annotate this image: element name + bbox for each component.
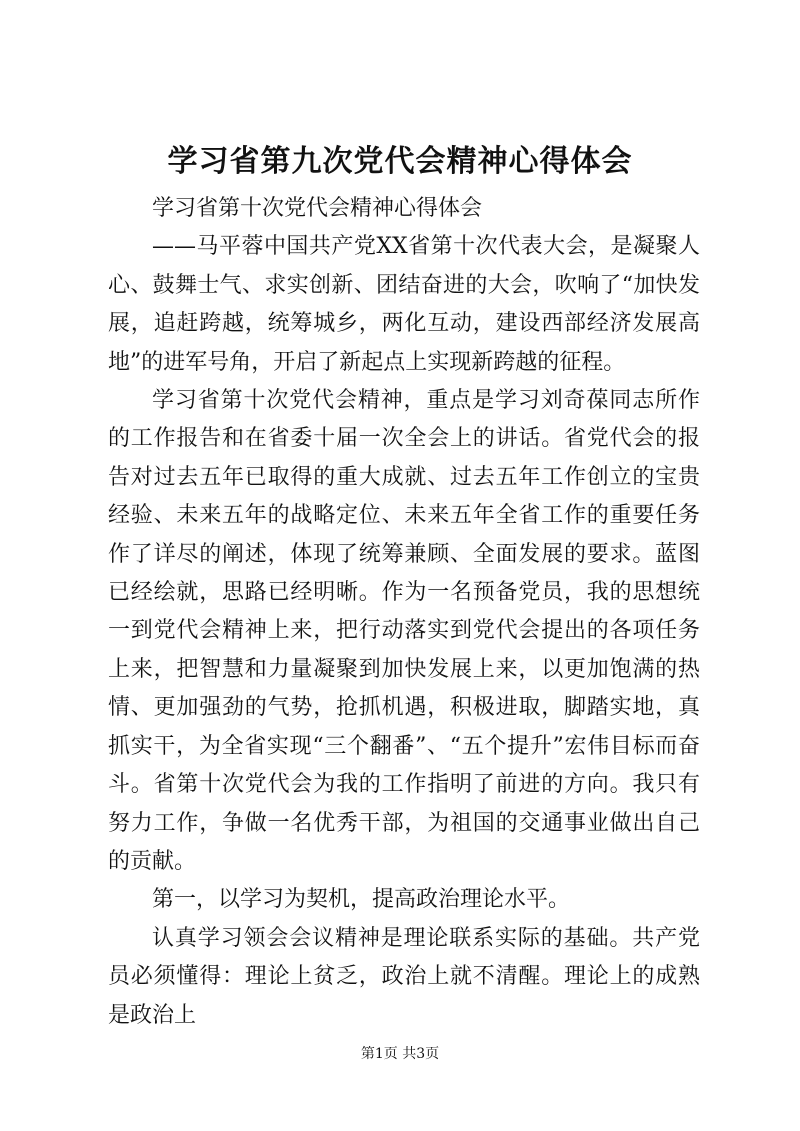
paragraph-main: 学习省第十次党代会精神，重点是学习刘奇葆同志所作的工作报告和在省委十届一次全会上的讲话。省党代会的报告对过去五年已取得的重大成就、过去五年工作创立的宝贵经验、未来五年的战略定位、未来五年全省工作的重要任务作了详尽的阐述，体现了统筹兼顾、全面发展的要求。蓝图已经绘就，思路已经明晰。作为一名预备党员，我的思想统一到党代会精神上来，把行动落实到党代会提出的各项任务上来，把智慧和力量凝聚到加快发展上来，以更加饱满的热情、更加强劲的气势，抢抓机遇，积极进取，脚踏实地，真抓实干，为全省实现“三个翻番”、“五个提升”宏伟目标而奋斗。省第十次党代会为我的工作指明了前进的方向。我只有努力工作，争做一名优秀干部，为祖国的交通事业做出自己的贡献。	[108, 388, 700, 874]
paragraph-point-one: 第一，以学习为契机，提高政治理论水平。	[152, 887, 571, 913]
document-title: 学习省第九次党代会精神心得体会	[167, 144, 633, 179]
paragraph-study: 认真学习领会会议精神是理论联系实际的基础。共产党员必须懂得：理论上贫乏，政治上就不清醒。理论上的成熟是政治上	[108, 925, 700, 1028]
document-body	[108, 190, 700, 1035]
paragraph-subtitle: 学习省第十次党代会精神心得体会	[152, 196, 483, 221]
paragraph-intro: ——马平蓉中国共产党XX省第十次代表大会，是凝聚人心、鼓舞士气、求实创新、团结奋进的大会，吹响了“加快发展，追赶跨越，统筹城乡，两化互动，建设西部经济发展高地”的进军号角，开启了新起点上实现新跨越的征程。	[108, 234, 700, 375]
page-footer: 第1页 共3页	[360, 1046, 440, 1062]
